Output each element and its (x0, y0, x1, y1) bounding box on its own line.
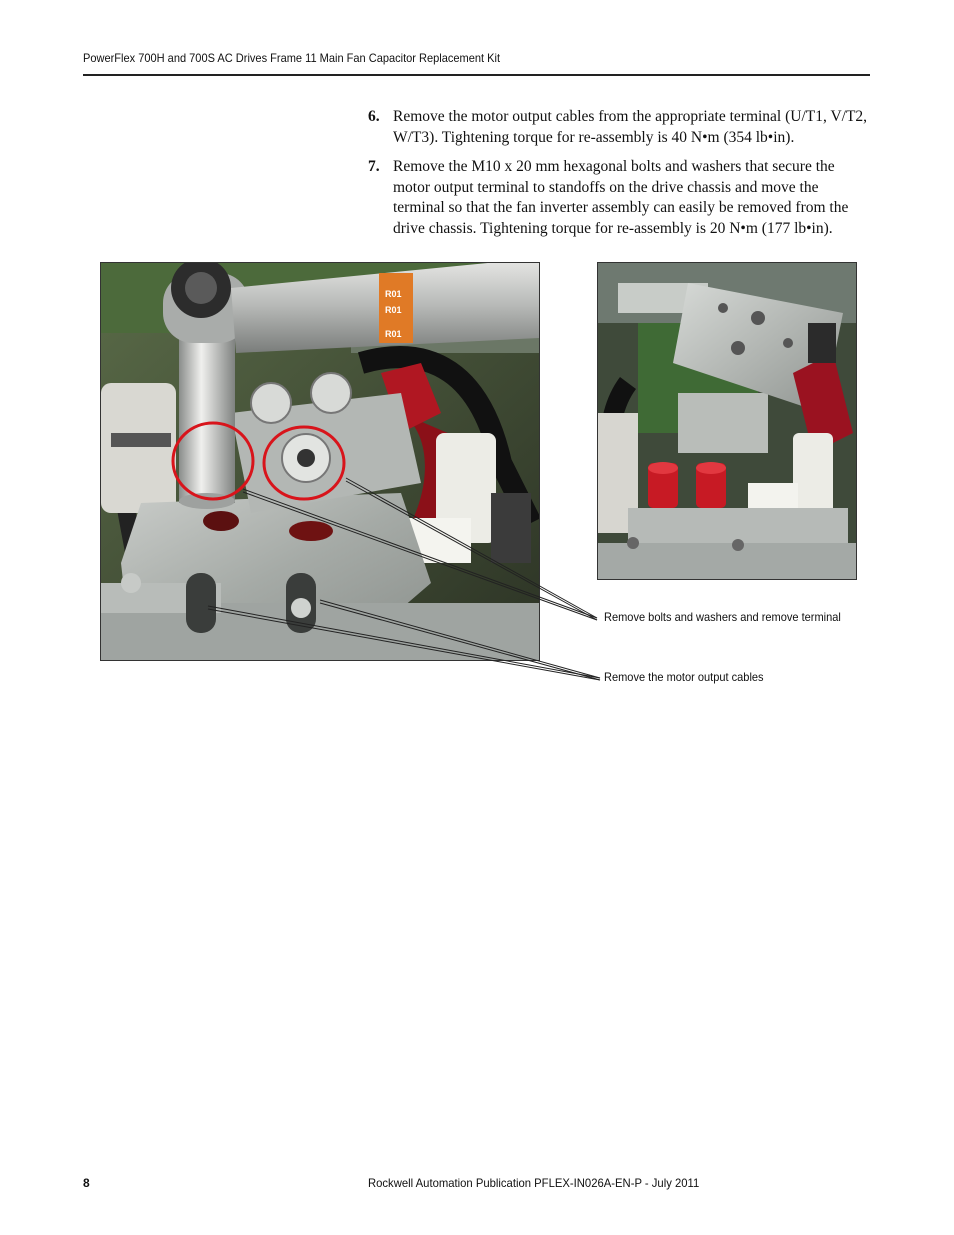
photo-torque-wrench-on-terminal (100, 262, 540, 661)
page-number: 8 (83, 1176, 90, 1190)
wrench-marking: R01 (385, 329, 402, 339)
step-6 (368, 107, 868, 148)
photo-left-illustration (101, 263, 539, 660)
step-text: Remove the M10 x 20 mm hexagonal bolts and washers that secure the motor output terminal to standoffs on the drive chassis and move the terminal so that the fan inverter assembly can easily be removed from the drive chassis. Tightening torque for re-assembly is 20 N•m (177 lb•in). (393, 158, 849, 237)
publication-footer: Rockwell Automation Publication PFLEX-IN026A-EN-P - July 2011 (368, 1176, 700, 1190)
wrench-marking: R01 (385, 305, 402, 315)
header-rule (83, 74, 870, 76)
callout-remove-bolts: Remove bolts and washers and remove terminal (604, 610, 841, 624)
photo-terminal-removed (597, 262, 857, 580)
wrench-marking: R01 (385, 289, 402, 299)
step-text: Remove the motor output cables from the appropriate terminal (U/T1, V/T2, W/T3). Tightening torque for re-assembly is 40 N•m (354 lb•in). (393, 108, 868, 146)
callout-remove-cables: Remove the motor output cables (604, 670, 764, 684)
page-header: PowerFlex 700H and 700S AC Drives Frame 11 Main Fan Capacitor Replacement Kit (83, 51, 501, 65)
step-number: 7. (368, 158, 380, 175)
step-7 (368, 157, 868, 239)
step-number: 6. (368, 108, 380, 125)
photo-right-illustration (598, 263, 856, 579)
